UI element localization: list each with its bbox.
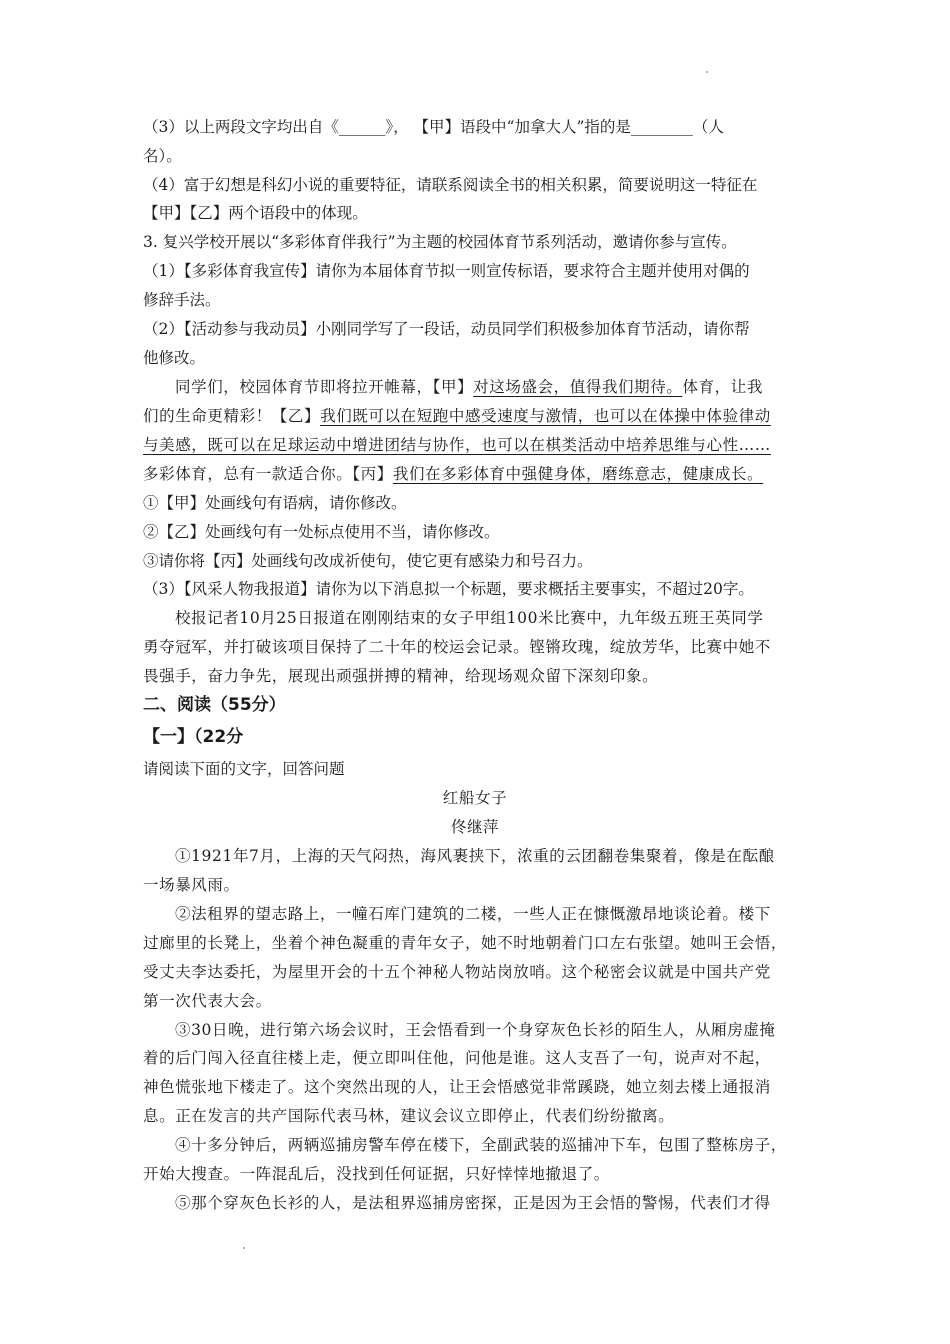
article-line: ③30日晚，进行第六场会议时，王会悟看到一个身穿灰色长衫的陌生人，从厢房虚掩	[175, 1021, 776, 1039]
article-title: 红船女子	[442, 789, 508, 807]
passage-text: 们的生命更精彩！【乙】	[143, 407, 321, 425]
article-line: 着的后门闯入径直往楼上走，便立即叫住他，问他是谁。这人支吾了一句，说声对不起，	[143, 1049, 771, 1067]
passage-text: 同学们，校园体育节即将拉开帷幕，【甲】	[175, 378, 474, 396]
sub-question-line: （1）【多彩体育我宣传】请你为本届体育节拟一则宣传标语，要求符合主题并使用对偶的	[143, 262, 750, 280]
article-line: ①1921年7月，上海的天气闷热，海风裹挟下，浓重的云团翻卷集聚着，像是在酝酿	[175, 847, 775, 865]
news-line: 校报记者10月25日报道在刚刚结束的女子甲组100米比赛中，九年级五班王英同学	[175, 609, 764, 627]
passage-line	[143, 406, 811, 426]
scan-dot	[706, 71, 708, 73]
passage-text: 多彩体育，总有一款适合你。【丙】	[143, 465, 393, 483]
article-line: 受丈夫李达委托，为屋里开会的十五个神秘人物站岗放哨。这个秘密会议就是中国共产党	[143, 963, 771, 981]
passage-text: 体育，让我	[682, 378, 763, 396]
question-4-line: 【甲】【乙】两个语段中的体现。	[143, 204, 368, 222]
article-line: 过廊里的长凳上，坐着个神色凝重的青年女子，她不时地朝着门口左右张望。她叫王会悟，	[143, 934, 788, 952]
article-line: 一场暴风雨。	[143, 876, 240, 894]
question-4-line: （4）富于幻想是科幻小说的重要特征，请联系阅读全书的相关积累，简要说明这一特征在	[143, 176, 758, 194]
article-line: ⑤那个穿灰色长衫的人，是法租界巡捕房密探，正是因为王会悟的警惕，代表们才得	[175, 1194, 771, 1212]
underlined-sentence-bing: 我们在多彩体育中强健身体，磨练意志，健康成长。	[392, 465, 764, 483]
underlined-sentence-yi: 我们既可以在短跑中感受速度与激情，也可以在体操中体验律动	[320, 407, 771, 425]
scan-dot	[243, 1247, 245, 1249]
article-author: 佟继萍	[450, 818, 500, 836]
article-line: 第一次代表大会。	[143, 992, 272, 1010]
task-line: ①【甲】处画线句有语病，请你修改。	[143, 494, 407, 512]
question-3-line: （3）以上两段文字均出自《______》， 【甲】语段中“加拿大人”指的是________（人	[143, 118, 724, 136]
sub-question-line: 修辞手法。	[143, 291, 221, 309]
article-line: 神色慌张地下楼走了。这个突然出现的人，让王会悟感觉非常蹊跷，她立刻去楼上通报消	[143, 1078, 771, 1096]
article-line: 息。正在发言的共产国际代表马林，建议会议立即停止，代表们纷纷撤离。	[143, 1107, 675, 1125]
news-line: 勇夺冠军，并打破该项目保持了二十年的校运会记录。铿锵玫瑰，绽放芳华，比赛中她不	[143, 638, 771, 656]
subsection-heading: 【一】（22分	[143, 727, 244, 747]
article-line: 开始大搜查。一阵混乱后，没找到任何证据，只好悻悻地撤退了。	[143, 1165, 610, 1183]
news-line: 畏强手，奋力争先，展现出顽强拼搏的精神，给现场观众留下深刻印象。	[143, 667, 659, 685]
article-line: ④十多分钟后，两辆巡捕房警车停在楼下，全副武装的巡捕冲下车，包围了整栋房子，	[175, 1136, 787, 1154]
sub-question-line: 他修改。	[143, 349, 206, 367]
underlined-sentence-yi: 与美感，既可以在足球运动中增进团结与协作，也可以在棋类活动中培养思维与心性……	[143, 436, 771, 454]
question-heading: 3. 复兴学校开展以“多彩体育伴我行”为主题的校园体育节系列活动，邀请你参与宣传。	[143, 233, 737, 251]
article-line: ②法租界的望志路上，一幢石库门建筑的二楼，一些人正在慷慨激昂地谈论着。楼下	[175, 905, 771, 923]
section-heading: 二、阅读（55分）	[143, 695, 286, 715]
passage-line	[143, 435, 811, 455]
passage-line	[143, 464, 811, 484]
sub-question-line: （2）【活动参与我动员】小刚同学写了一段话，动员同学们积极参加体育节活动，请你帮	[143, 320, 750, 338]
instruction-line: 请阅读下面的文字，回答问题	[143, 760, 345, 778]
question-3-line: 名）。	[143, 147, 182, 165]
task-line: ②【乙】处画线句有一处标点使用不当，请你修改。	[143, 523, 500, 541]
sub-question-line: （3）【风采人物我报道】请你为以下消息拟一个标题，要求概括主要事实，不超过20字。	[143, 580, 754, 598]
task-line: ③请你将【丙】处画线句改成祈使句，使它更有感染力和号召力。	[143, 552, 593, 570]
underlined-sentence-jia: 对这场盛会，值得我们期待。	[473, 378, 683, 396]
passage-line	[175, 377, 811, 397]
